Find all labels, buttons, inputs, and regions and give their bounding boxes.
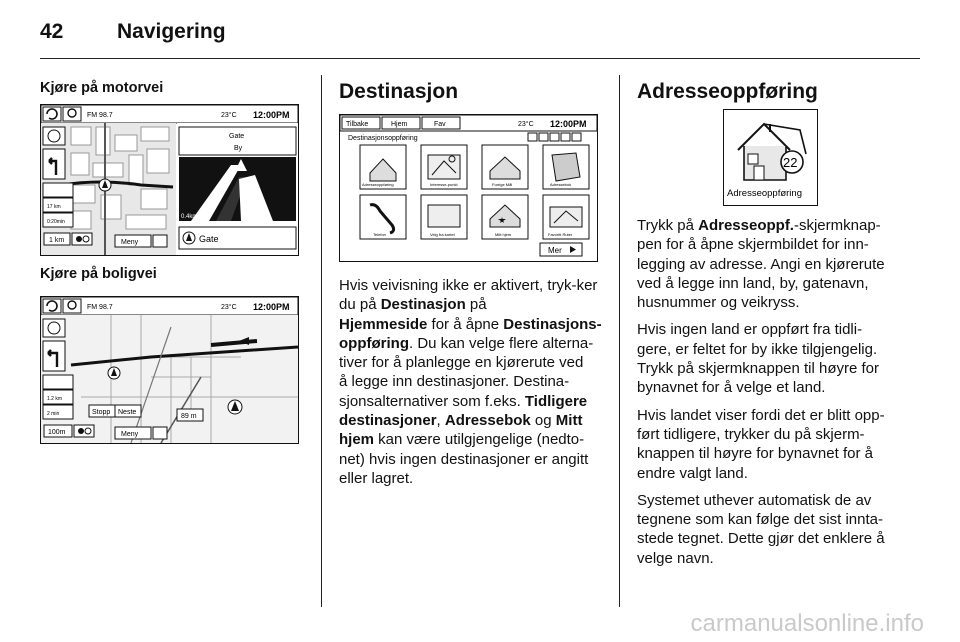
map-motorway-svg xyxy=(41,105,298,255)
map-motorway-figure xyxy=(40,104,299,256)
paragraph xyxy=(637,491,927,568)
paragraph xyxy=(637,406,927,483)
svg-text:12:00PM: 12:00PM xyxy=(253,302,290,312)
text-run: ført tidligere, trykker du på skjerm- xyxy=(637,425,865,443)
text-run: ved å legge inn land, by, gatenavn, xyxy=(637,274,869,292)
turn-left-icon xyxy=(43,341,65,371)
bold-term: hjem xyxy=(339,431,375,449)
text-run: endre valgt land. xyxy=(637,464,748,482)
text-run: knappen til høyre for bynavnet for å xyxy=(637,445,873,463)
destinasjon-paragraph xyxy=(339,276,609,496)
bold-term: destinasjoner xyxy=(339,412,437,430)
svg-text:Hjem: Hjem xyxy=(391,121,408,128)
text-run: på xyxy=(465,296,487,314)
caption-motorway: Kjøre på motorvei xyxy=(40,80,164,96)
text-run: velge navn. xyxy=(637,549,714,567)
page-number: 42 xyxy=(40,20,64,43)
svg-text:Velg fra kartet: Velg fra kartet xyxy=(430,232,455,237)
watermark: carmanualsonline.info xyxy=(690,610,924,637)
adresseoppforing-text xyxy=(637,216,927,576)
heading-adresseoppforing: Adresseoppføring xyxy=(637,80,818,103)
map-residential-svg xyxy=(41,297,298,443)
svg-text:23°C: 23°C xyxy=(221,304,237,311)
column-divider-1 xyxy=(321,75,322,607)
text-run: å legge inn destinasjoner. Destina- xyxy=(339,373,570,391)
turn-arrow-icon xyxy=(43,149,65,179)
paragraph xyxy=(637,320,927,397)
bold-term: Mitt xyxy=(555,412,583,430)
text-run: net) hvis ingen destinasjoner er angitt xyxy=(339,450,589,468)
svg-text:0:20min: 0:20min xyxy=(47,219,65,225)
svg-text:Tilbake: Tilbake xyxy=(346,121,369,128)
heading-destinasjon: Destinasjon xyxy=(339,80,459,103)
text-run: eller lagret. xyxy=(339,469,414,487)
text-run: bynavnet for å velge et land. xyxy=(637,379,826,397)
svg-text:Neste: Neste xyxy=(118,409,137,416)
svg-text:1.2 km: 1.2 km xyxy=(47,396,63,402)
text-run: Hvis ingen land er oppført fra tidli- xyxy=(637,321,863,339)
text-run: ker du på xyxy=(339,277,598,314)
trip-toggle-icon xyxy=(43,183,73,197)
caption-residential: Kjøre på boligvei xyxy=(40,266,157,282)
svg-text:Adressebok: Adressebok xyxy=(550,182,572,187)
bold-term: oppføring xyxy=(339,334,409,352)
svg-text:FM 98.7: FM 98.7 xyxy=(87,304,113,311)
destination-screen-figure xyxy=(339,114,598,262)
text-run: Systemet uthever automatisk de av xyxy=(637,491,872,509)
clock-text: 12:00PM xyxy=(253,110,290,120)
address-entry-icon-figure xyxy=(723,109,818,206)
sign-by: By xyxy=(234,145,243,152)
paragraph xyxy=(637,216,927,312)
svg-text:Fav: Fav xyxy=(434,121,446,128)
text-run: Trykk på skjermknappen til høyre for xyxy=(637,360,880,378)
text-run: sjonsalternativer som f.eks. xyxy=(339,392,525,410)
map-residential-figure xyxy=(40,296,299,444)
svg-text:2 min: 2 min xyxy=(47,411,60,417)
column-divider-2 xyxy=(619,75,620,607)
bold-term: Tidligere xyxy=(524,392,588,410)
text-run: kan være utilgjengelige (nedto- xyxy=(374,431,585,449)
bold-term: Adresseoppf. xyxy=(698,217,794,234)
svg-text:17 km: 17 km xyxy=(47,204,61,210)
bold-term: Destinasjons- xyxy=(503,315,602,333)
radio-text: FM 98.7 xyxy=(87,112,113,119)
destination-screen-svg xyxy=(340,115,597,261)
svg-text:Forrige Mål: Forrige Mål xyxy=(492,182,513,187)
bold-term: Hjemmeside xyxy=(339,315,428,333)
text-run: . Du kan velge flere alterna- xyxy=(408,334,594,352)
bold-term: Adressebok xyxy=(444,412,531,430)
text-run: Trykk på xyxy=(637,217,699,234)
bold-term: Destinasjon xyxy=(380,296,466,314)
text-run: pen for å åpne skjermbildet for inn- xyxy=(637,236,869,254)
svg-text:Mer: Mer xyxy=(548,246,562,255)
svg-text:100m: 100m xyxy=(48,429,66,436)
svg-text:Stopp: Stopp xyxy=(92,409,111,416)
text-run: Hvis landet viser fordi det er blitt opp- xyxy=(637,406,885,424)
icon-label: Adresseoppføring xyxy=(727,188,802,199)
text-run: Hvis veivisning ikke er aktivert, tryk- xyxy=(339,277,577,294)
svg-text:23°C: 23°C xyxy=(518,121,534,128)
text-run: legging av adresse. Angi en kjørerute xyxy=(637,255,885,273)
svg-text:Favoritt Ruter: Favoritt Ruter xyxy=(548,232,573,237)
header-rule xyxy=(40,58,920,59)
svg-text:1 km: 1 km xyxy=(49,237,65,244)
svg-text:Interesse-punkt: Interesse-punkt xyxy=(430,182,458,187)
sign-gate: Gate xyxy=(229,133,245,140)
text-run: tiver for å planlegge en kjørerute ved xyxy=(339,354,584,372)
house-number: 22 xyxy=(783,155,798,170)
house-icon xyxy=(724,110,817,205)
street-name: Gate xyxy=(199,234,219,244)
text-run: , xyxy=(436,412,445,430)
svg-text:Telefon: Telefon xyxy=(373,232,386,237)
text-run: stede tegnet. Dette gjør det enklere å xyxy=(637,530,885,548)
distance-to-turn: 0.4km xyxy=(181,214,198,220)
chapter-title: Navigering xyxy=(117,20,226,43)
text-run: gere, er feltet for by ikke tilgjengelig. xyxy=(637,340,878,358)
svg-text:Destinasjonsoppføring: Destinasjonsoppføring xyxy=(348,135,418,142)
svg-text:Meny: Meny xyxy=(121,239,139,246)
text-run: for å åpne xyxy=(427,315,504,333)
text-run: tegnene som kan følge det sist innta- xyxy=(637,511,883,529)
text-run: -skjermknap- xyxy=(793,217,881,234)
text-run: husnummer og veikryss. xyxy=(637,294,800,312)
svg-text:12:00PM: 12:00PM xyxy=(550,119,587,129)
temp-text: 23°C xyxy=(221,112,237,119)
svg-text:Meny: Meny xyxy=(121,431,139,438)
svg-text:89 m: 89 m xyxy=(181,413,197,420)
paragraph xyxy=(339,276,609,488)
svg-text:Mitt hjem: Mitt hjem xyxy=(495,232,512,237)
tile-label: Adresseoppføring xyxy=(362,182,394,187)
text-run: og xyxy=(530,412,556,430)
